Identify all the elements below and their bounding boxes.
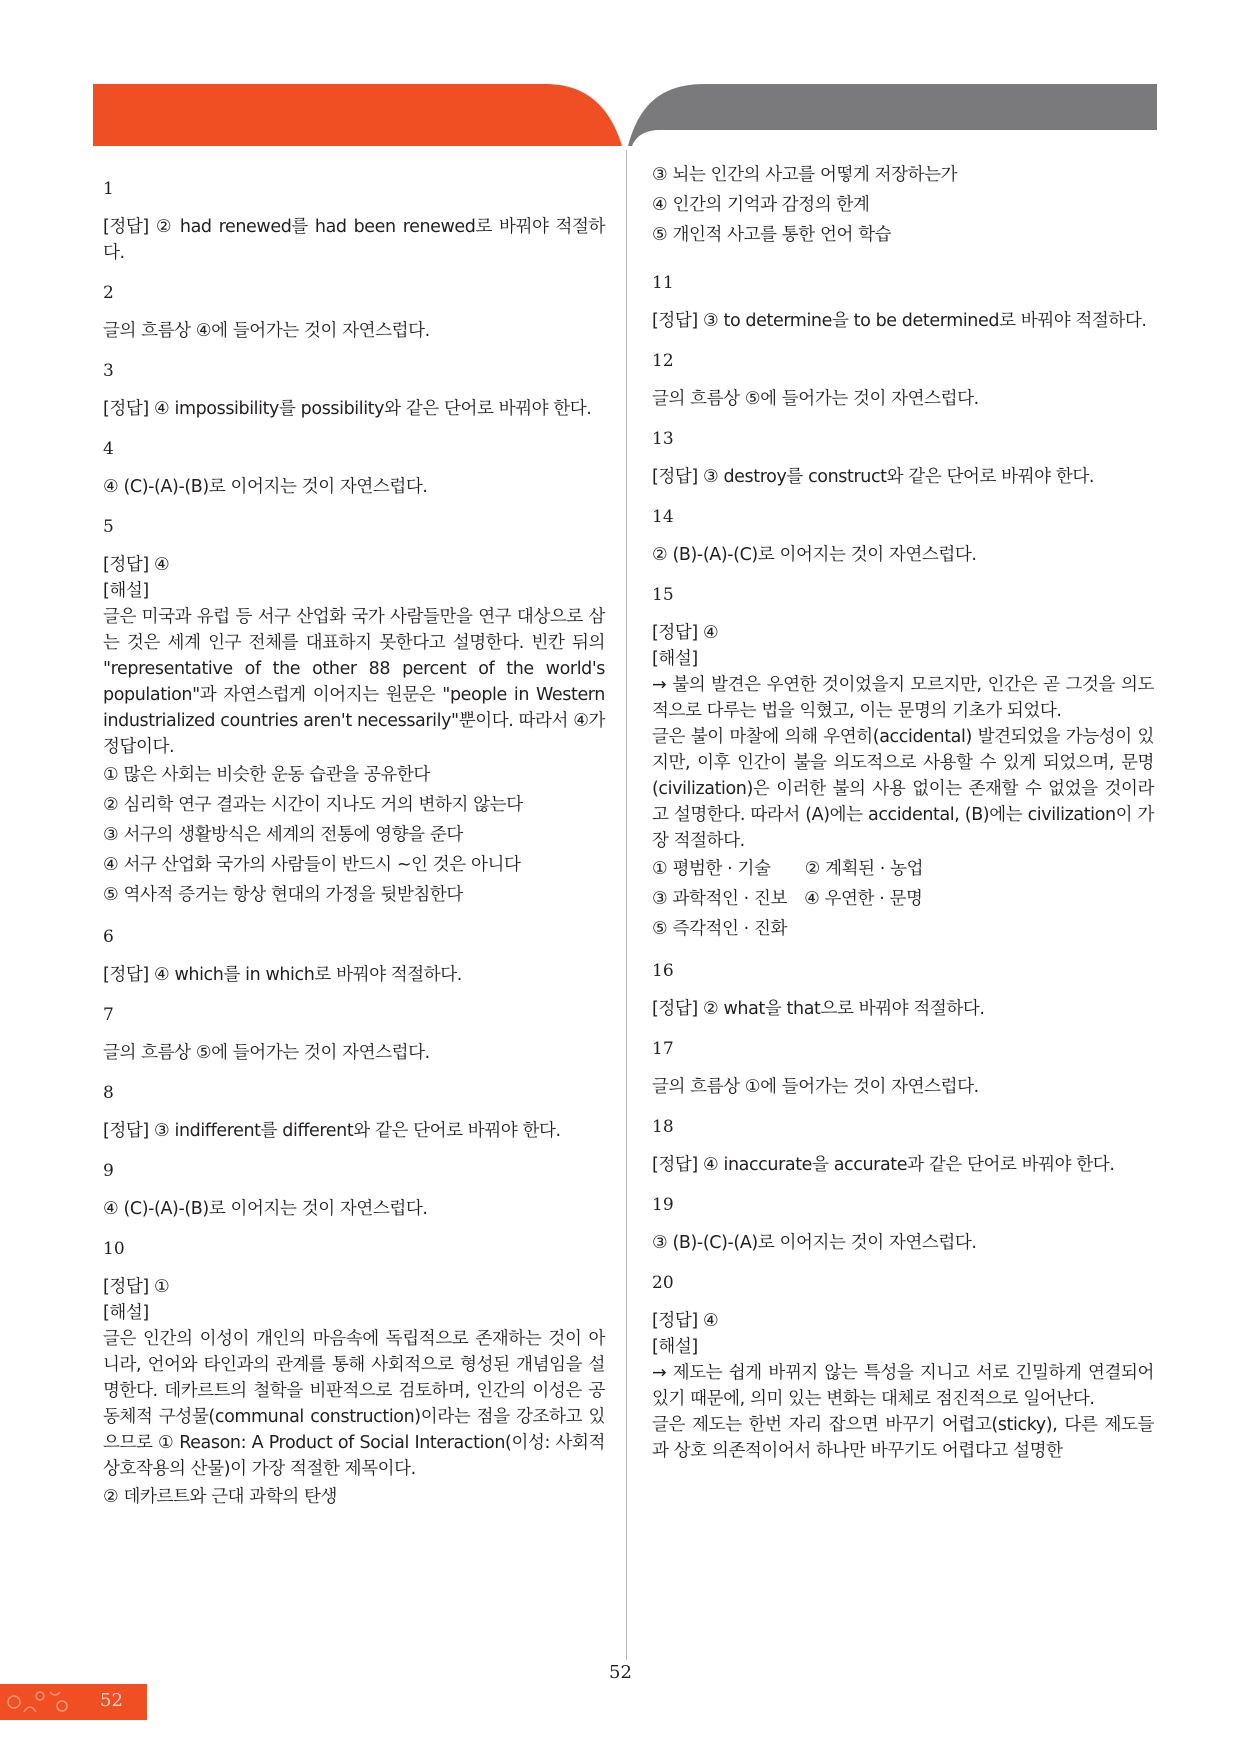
question-number: 13 [652,429,674,449]
answer-line: [정답] ① [103,1277,170,1297]
question-number: 15 [652,585,674,605]
answer-line: 글은 제도는 한번 자리 잡으면 바꾸기 어렵고(sticky), 다른 제도들과 상호 의존적이어서 하나만 바꾸기도 어렵다고 설명한 [652,1415,1154,1461]
question-number: 3 [103,361,114,381]
question-number: 19 [652,1195,674,1215]
question-number: 11 [652,273,674,293]
question-number: 12 [652,351,674,371]
footer-page-number: 52 [100,1690,123,1711]
answer-item [652,1116,1154,1178]
question-number: 1 [103,179,114,199]
question-number: 20 [652,1273,674,1293]
answer-item [652,1194,1154,1256]
answer-line: [정답] ② what을 that으로 바꿔야 적절하다. [652,999,985,1019]
answer-item [103,1004,605,1066]
answer-item [103,1082,605,1144]
answer-line: [해설] [652,649,698,669]
answer-line: ④ (C)-(A)-(B)로 이어지는 것이 자연스럽다. [103,477,428,497]
answer-line: → 제도는 쉽게 바뀌지 않는 특성을 지니고 서로 긴밀하게 연결되어 있기 때문에, 의미 있는 변화는 대체로 점진적으로 일어난다. [652,1363,1154,1409]
option-line: ② 데카르트와 근대 과학의 탄생 [103,1487,337,1507]
answer-line: 글의 흐름상 ⑤에 들어가는 것이 자연스럽다. [103,1043,430,1063]
option-line: ③ 뇌는 인간의 사고를 어떻게 저장하는가 [652,165,958,185]
answer-item [652,584,1154,944]
answer-item [103,1160,605,1222]
answer-line: [정답] ③ indifferent를 different와 같은 단어로 바꿔야 한다. [103,1121,561,1141]
answer-item [103,926,605,988]
answer-line: [정답] ② had renewed를 had been renewed로 바꿔야 적절하다. [103,217,605,263]
footer-pattern-icon [0,1684,90,1720]
option-line: ③ 과학적인 · 진보 ④ 우연한 · 문명 [652,889,923,909]
answer-line: ② (B)-(A)-(C)로 이어지는 것이 자연스럽다. [652,545,977,565]
answer-item [103,360,605,422]
header-orange-tab [93,84,622,146]
answer-line: [해설] [652,1337,698,1357]
option-line: ① 평범한 · 기술 ② 계획된 · 농업 [652,859,924,879]
page-number: 52 [609,1662,632,1683]
footer-tab [0,1684,147,1720]
answer-line: [해설] [103,581,149,601]
question-number: 14 [652,507,674,527]
question-number: 9 [103,1161,114,1181]
left-column [103,178,605,1659]
answer-item [652,428,1154,490]
question-number: 5 [103,517,114,537]
answer-item [652,1272,1154,1464]
answer-line: [정답] ④ [652,623,719,643]
question-number: 17 [652,1039,674,1059]
answer-item [652,506,1154,568]
option-line: ① 많은 사회는 비슷한 운동 습관을 공유한다 [103,765,430,785]
answer-line: [정답] ③ to determine을 to be determined로 바꿔야 적절하다. [652,311,1147,331]
option-line: ④ 인간의 기억과 감정의 한계 [652,195,870,215]
answer-line: 글은 미국과 유럽 등 서구 산업화 국가 사람들만을 연구 대상으로 삼는 것은 세계 인구 전체를 대표하지 못한다고 설명한다. 빈칸 뒤의 "representative of the other 88 percent of the world's population"과 자연스럽게 이어지는 원문은 "people in Western industrialized countries aren't necessarily"뿐이다. 따라서 ④가 정답이다. [103,607,606,757]
question-number: 8 [103,1083,114,1103]
question-number: 18 [652,1117,674,1137]
answer-line: ③ (B)-(C)-(A)로 이어지는 것이 자연스럽다. [652,1233,977,1253]
question-number: 2 [103,283,114,303]
answer-item [103,178,605,266]
answer-item [652,350,1154,412]
header-gray-tab [628,84,1157,146]
question-number: 7 [103,1005,114,1025]
answer-line: [정답] ④ [103,555,170,575]
option-line: ③ 서구의 생활방식은 세계의 전통에 영향을 준다 [103,825,463,845]
answer-line: → 불의 발견은 우연한 것이었을지 모르지만, 인간은 곧 그것을 의도적으로 다루는 법을 익혔고, 이는 문명의 기초가 되었다. [652,675,1154,721]
answer-item [652,960,1154,1022]
option-line: ⑤ 즉각적인 · 진화 [652,919,787,939]
answer-line: 글은 불이 마찰에 의해 우연히(accidental) 발견되었을 가능성이 있지만, 이후 인간이 불을 의도적으로 사용할 수 있게 되었으며, 문명(civilization)은 이러한 불의 사용 없이는 존재할 수 없었을 것이라고 설명한다. 따라서 (A)에는 accidental, (B)에는 civilization이 가장 적절하다. [652,727,1154,851]
answer-line: [정답] ④ inaccurate을 accurate과 같은 단어로 바꿔야 한다. [652,1155,1115,1175]
answer-item [103,438,605,500]
answer-line: [해설] [103,1303,149,1323]
answer-line: [정답] ④ [652,1311,719,1331]
answer-item [652,1038,1154,1100]
continued-options [652,160,1154,250]
question-number: 16 [652,961,674,981]
answer-item [103,1238,605,1512]
column-divider [626,150,627,1660]
answer-line: 글의 흐름상 ④에 들어가는 것이 자연스럽다. [103,321,430,341]
header-banner [0,0,1241,150]
option-line: ② 심리학 연구 결과는 시간이 지나도 거의 변하지 않는다 [103,795,523,815]
question-number: 6 [103,927,114,947]
answer-line: 글은 인간의 이성이 개인의 마음속에 독립적으로 존재하는 것이 아니라, 언어와 타인과의 관계를 통해 사회적으로 형성된 개념임을 설명한다. 데카르트의 철학을 비판적으로 검토하며, 인간의 이성은 공동체적 구성물(communal construction)이라는 점을 강조하고 있으므로 ① Reason: A Product of Social Interaction(이성: 사회적 상호작용의 산물)이 가장 적절한 제목이다. [103,1329,605,1479]
question-number: 4 [103,439,114,459]
option-line: ④ 서구 산업화 국가의 사람들이 반드시 ~인 것은 아니다 [103,855,521,875]
answer-item [652,272,1154,334]
answer-line: [정답] ④ which를 in which로 바꿔야 적절하다. [103,965,462,985]
answer-line: ④ (C)-(A)-(B)로 이어지는 것이 자연스럽다. [103,1199,428,1219]
option-line: ⑤ 개인적 사고를 통한 언어 학습 [652,225,892,245]
option-line: ⑤ 역사적 증거는 항상 현대의 가정을 뒷받침한다 [103,885,463,905]
answer-item [103,282,605,344]
answer-line: 글의 흐름상 ①에 들어가는 것이 자연스럽다. [652,1077,979,1097]
answer-line: [정답] ③ destroy를 construct와 같은 단어로 바꿔야 한다. [652,467,1095,487]
answer-line: [정답] ④ impossibility를 possibility와 같은 단어로 바꿔야 한다. [103,399,592,419]
question-number: 10 [103,1239,125,1259]
answer-item [103,516,605,910]
right-column [652,160,1154,1659]
answer-line: 글의 흐름상 ⑤에 들어가는 것이 자연스럽다. [652,389,979,409]
